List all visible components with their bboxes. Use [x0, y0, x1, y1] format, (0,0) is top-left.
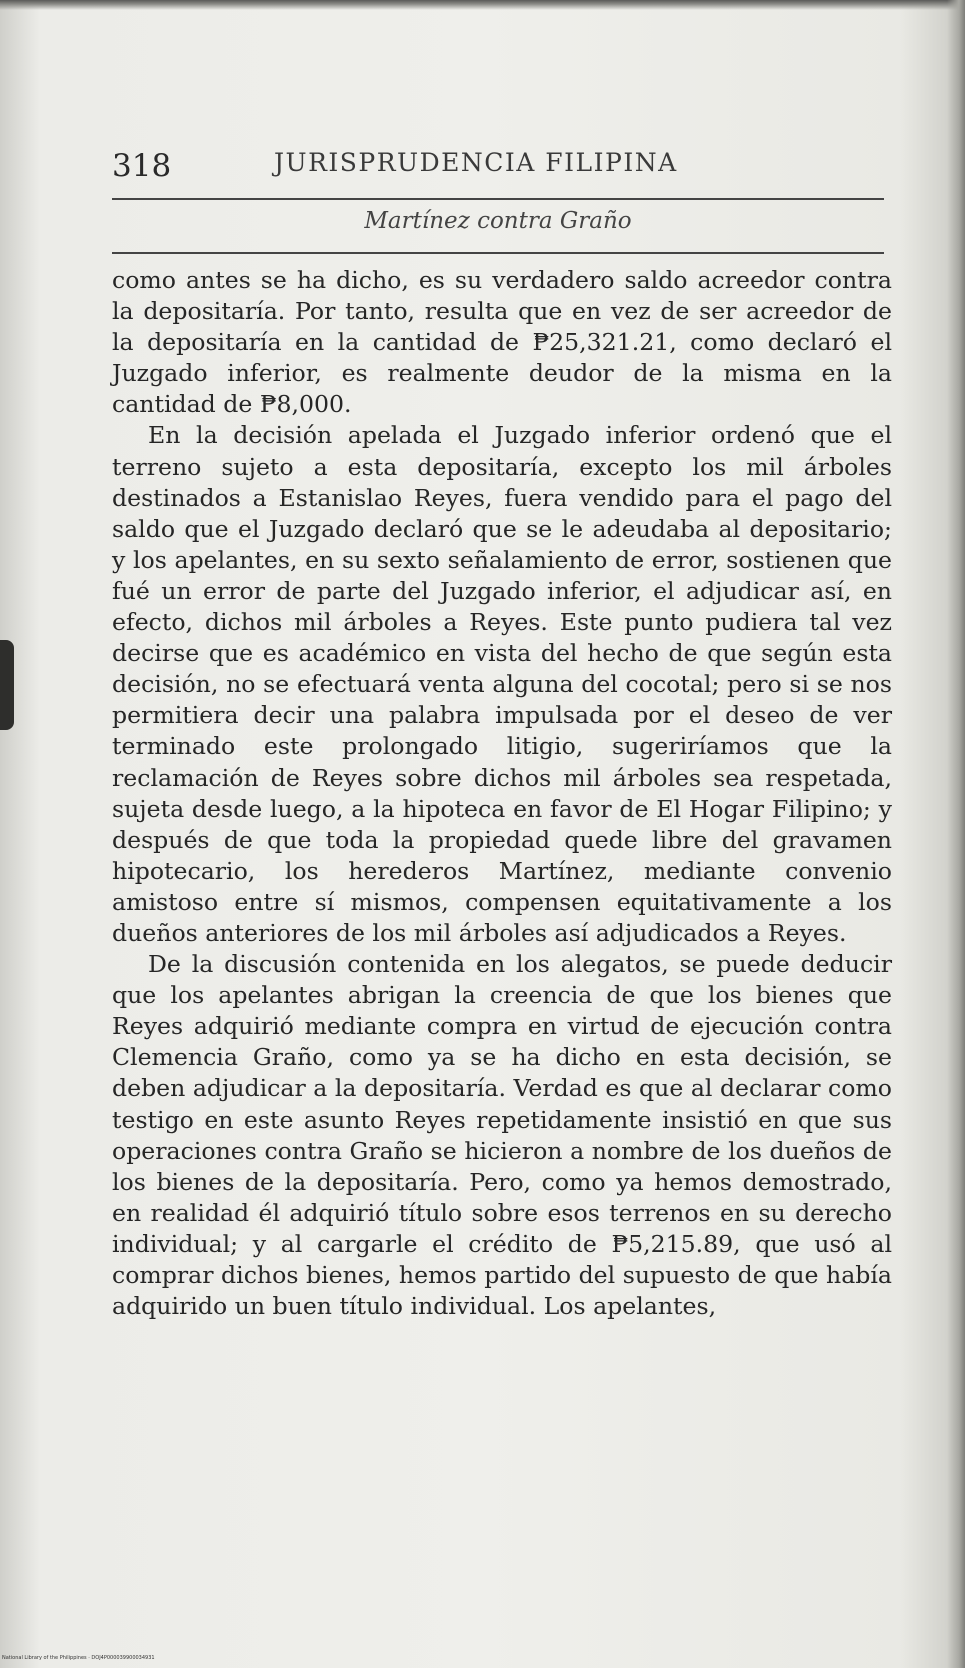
paragraph: De la discusión contenida en los alegatos, se puede deducir que los apelantes abrigan la creencia de que los bienes que Reyes adquirió mediante compra en virtud de ejecución contra Clemencia Graño, como ya se ha dicho en esta decisión, se deben adjudicar a la depositaría. Verdad es que al declarar como testigo en este asunto Reyes repetidamente insistió en que sus operaciones contra Graño se hicieron a nombre de los dueños de los bienes de la depositaría. Pero, como ya hemos demostrado, en realidad él adquirió título sobre esos terrenos en su derecho individual; y al cargarle el crédito de ₱5,215.89, que usó al comprar dichos bienes, hemos partido del supuesto de que había adquirido un buen título individual. Los apelantes, [112, 950, 892, 1321]
header-rule-bottom [112, 252, 884, 254]
scan-footer: National Library of the Philippines · DOJ4P000039900034931 [2, 1655, 155, 1661]
header-rule-top [112, 198, 884, 200]
running-head: JURISPRUDENCIA FILIPINA [274, 148, 678, 177]
body-text [112, 265, 892, 1322]
paragraph: En la decisión apelada el Juzgado inferior ordenó que el terreno sujeto a esta depositaría, excepto los mil árboles destinados a Estanislao Reyes, fuera vendido para el pago del saldo que el Juzgado declaró que se le adeudaba al depositario; y los apelantes, en su sexto señalamiento de error, sostienen que fué un error de parte del Juzgado inferior, el adjudicar así, en efecto, dichos mil árboles a Reyes. Este punto pudiera tal vez decirse que es académico en vista del hecho de que según esta decisión, no se efectuará venta alguna del cocotal; pero si se nos permitiera decir una palabra impulsada por el deseo de ver terminado este prolongado litigio, sugeriríamos que la reclamación de Reyes sobre dichos mil árboles sea respetada, sujeta desde luego, a la hipoteca en favor de El Hogar Filipino; y después de que toda la propiedad quede libre del gravamen hipotecario, los herederos Martínez, mediante convenio amistoso entre sí mismos, compensen equitativamente a los dueños anteriores de los mil árboles así adjudicados a Reyes. [112, 421, 892, 947]
page-header [112, 148, 892, 188]
binding-tab [0, 640, 14, 730]
page-number: 318 [112, 148, 172, 184]
page-right-shadow [947, 0, 965, 1668]
case-title: Martínez contra Graño [364, 208, 632, 234]
paragraph-continuation: como antes se ha dicho, es su verdadero saldo acreedor contra la depositaría. Por tanto, resulta que en vez de ser acreedor de la depositaría en la cantidad de ₱25,321.21, como declaró el Juzgado inferior, es realmente deudor de la misma en la cantidad de ₱8,000. [112, 266, 892, 419]
page-top-shadow [0, 0, 965, 10]
